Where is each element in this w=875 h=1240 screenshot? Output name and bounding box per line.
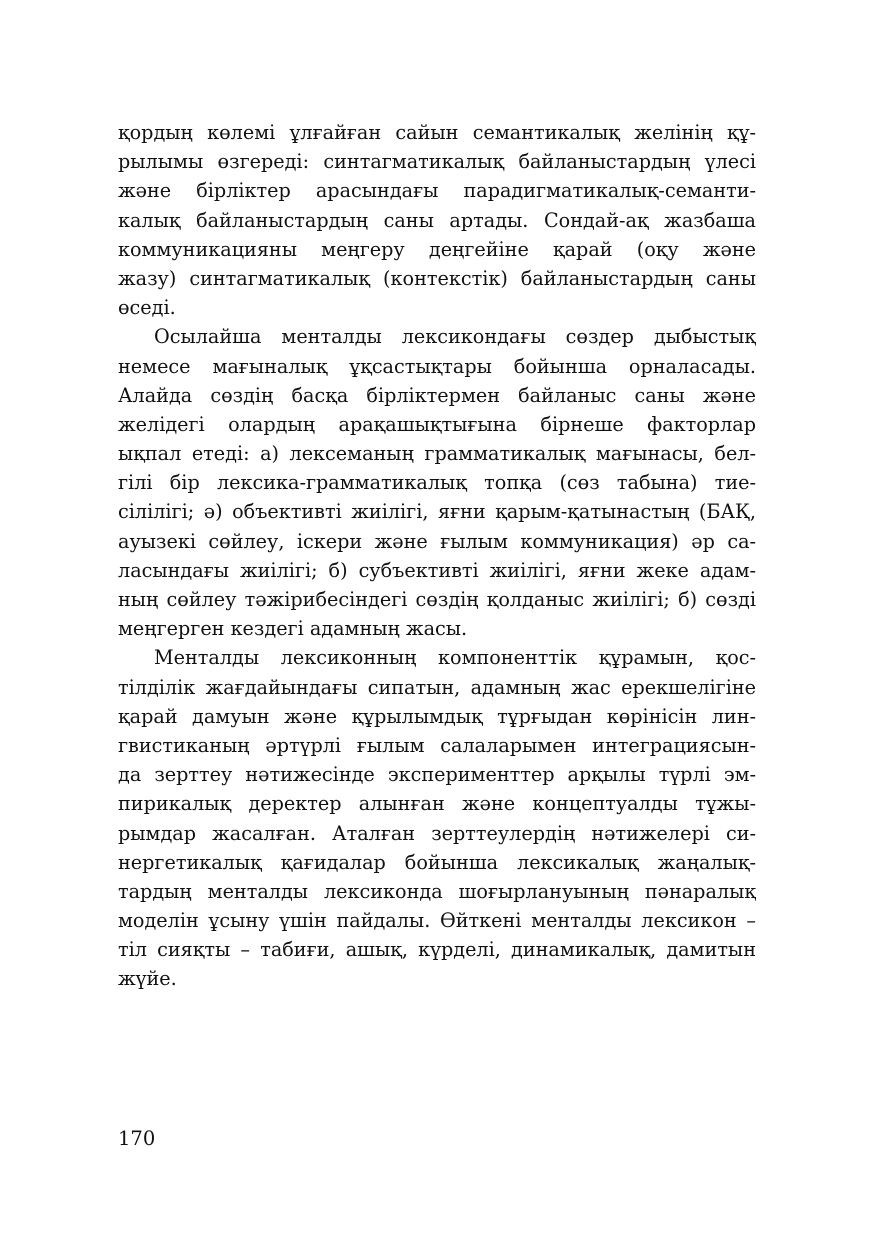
paragraph (118, 118, 756, 322)
text-line: өседі. (118, 296, 176, 320)
text-line: гвистиканың әртүрлі ғылым салаларымен интеграциясын- (118, 733, 756, 757)
text-line: ауызекі сөйлеу, іскери және ғылым коммуникация) әр са- (118, 529, 756, 553)
page-number: 170 (118, 1127, 156, 1150)
text-line: ласындағы жиілігі; б) субъективті жиілігі, яғни жеке адам- (118, 558, 756, 582)
paragraph (118, 322, 756, 643)
text-line: қарай дамуын және құрылымдық тұрғыдан көрінісін лин- (118, 704, 756, 728)
text-line: тіл сияқты – табиғи, ашық, күрделі, динамикалық, дамитын (118, 938, 756, 962)
text-line: жазу) синтагматикалық (контекстік) байланыстардың саны (118, 266, 756, 290)
text-line: немесе мағыналық ұқсастықтары бойынша орналасады. (118, 354, 756, 378)
text-line: Осылайша менталды лексикондағы сөздер дыбыстық (154, 325, 756, 349)
text-line: тілділік жағдайындағы сипатын, адамның жас ерекшелігіне (118, 675, 756, 699)
text-line: моделін ұсыну үшін пайдалы. Өйткені менталды лексикон – (118, 909, 756, 933)
text-line: калық байланыстардың саны артады. Сондай-ақ жазбаша (118, 208, 756, 232)
text-line: меңгерген кездегі адамның жасы. (118, 617, 468, 641)
text-line: ықпал етеді: а) лексеманың грамматикалық мағынасы, бел- (118, 442, 756, 466)
text-line: Алайда сөздің басқа бірліктермен байланыс саны және (118, 383, 756, 407)
body-text (118, 118, 756, 994)
text-line: және бірліктер арасындағы парадигматикалық-семанти- (118, 179, 756, 203)
text-line: рымдар жасалған. Аталған зерттеулердің нәтижелері си- (118, 821, 756, 845)
text-line: жүйе. (118, 967, 177, 991)
paragraph (118, 643, 756, 993)
text-line: желідегі олардың арақашықтығына бірнеше факторлар (118, 412, 756, 436)
text-line: да зерттеу нәтижесінде эксперименттер арқылы түрлі эм- (118, 763, 756, 787)
text-line: ның сөйлеу тәжірибесіндегі сөздің қолданыс жиілігі; б) сөзді (118, 588, 756, 611)
text-line: тардың менталды лексиконда шоғырлануының пәнаралық (118, 879, 756, 903)
text-line: сілілігі; ә) объективті жиілігі, яғни қарым-қатынастың (БАҚ, (118, 500, 756, 524)
text-line: гілі бір лексика-грамматикалық топқа (сөз табына) тие- (118, 471, 756, 495)
text-line: қордың көлемі ұлғайған сайын семантикалық желінің құ- (118, 121, 756, 144)
text-line: Менталды лексиконның компоненттік құрамын, қос- (154, 646, 756, 670)
text-line: коммуникацияны меңгеру деңгейіне қарай (оқу және (118, 237, 756, 261)
text-line: рылымы өзгереді: синтагматикалық байланыстардың үлесі (118, 150, 756, 174)
text-line: пирикалық деректер алынған және концептуалды тұжы- (118, 792, 756, 816)
text-line: нергетикалық қағидалар бойынша лексикалық жаңалық- (118, 850, 756, 874)
